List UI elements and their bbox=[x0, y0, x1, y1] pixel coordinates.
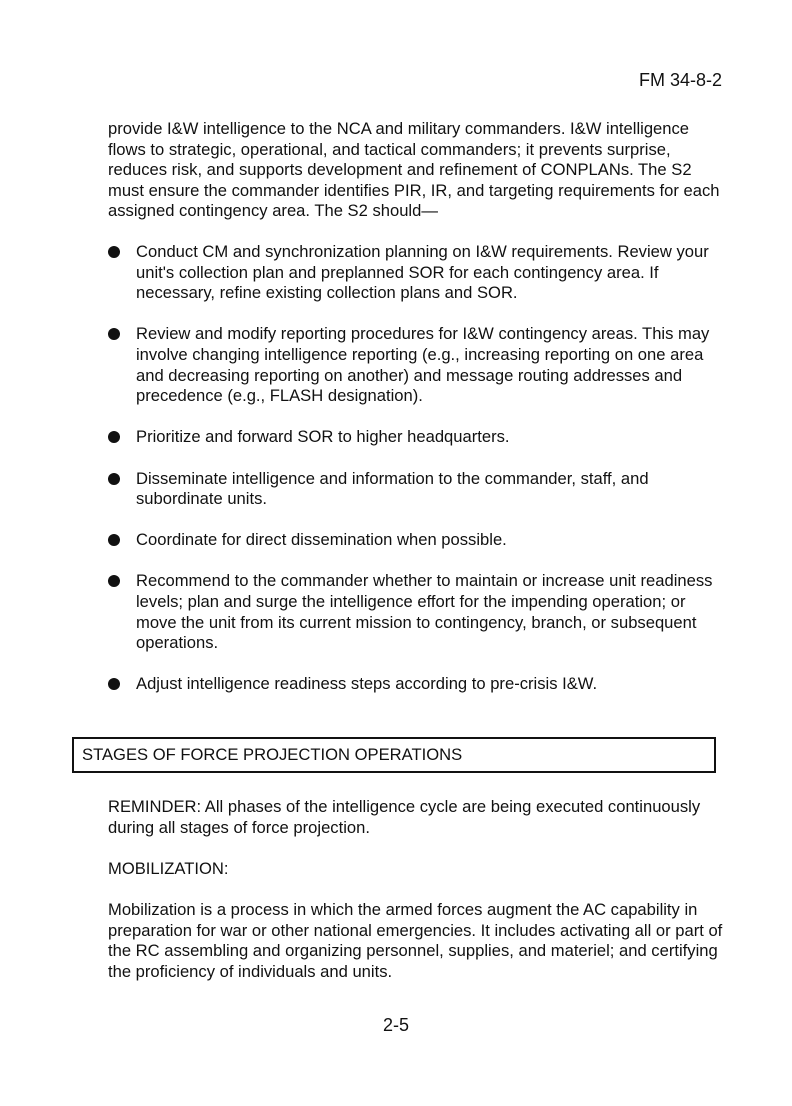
list-item bbox=[108, 427, 728, 448]
page-number: 2-5 bbox=[382, 1015, 409, 1035]
list-item bbox=[108, 242, 728, 304]
list-item-text: Prioritize and forward SOR to higher headquarters. bbox=[136, 427, 510, 447]
bullet-icon bbox=[108, 473, 120, 485]
list-item bbox=[108, 571, 728, 653]
list-item-text: Coordinate for direct dissemination when possible. bbox=[136, 530, 507, 550]
list-item-text: Adjust intelligence readiness steps according to pre-crisis I&W. bbox=[136, 674, 598, 694]
list-item bbox=[108, 324, 728, 406]
bullet-icon bbox=[108, 534, 120, 546]
list-item-text: Disseminate intelligence and information to the commander, staff, and subordinate units. bbox=[136, 468, 649, 509]
document-id: FM 34-8-2 bbox=[638, 70, 722, 90]
list-item bbox=[108, 674, 728, 695]
bullet-icon bbox=[108, 431, 120, 443]
intro-paragraph: provide I&W intelligence to the NCA and military commanders. I&W intelligence flows to strategic, operational, and tactical commanders; it prevents surprise, reduces risk, and supports development and refinement of CONPLANs. The S2 must ensure the commander identifies PIR, IR, and targeting requirements for each assigned contingency area. The S2 should— bbox=[108, 119, 720, 221]
section-title-box: STAGES OF FORCE PROJECTION OPERATIONS bbox=[72, 737, 716, 773]
list-item bbox=[108, 469, 728, 510]
bullet-icon bbox=[108, 678, 120, 690]
bullet-icon bbox=[108, 246, 120, 258]
mobilization-paragraph: Mobilization is a process in which the armed forces augment the AC capability in preparation for war or other national emergencies. It includes activating all or part of the RC assembling and organizing personnel, supplies, and materiel; and certifying the proficiency of individuals and units. bbox=[108, 899, 723, 981]
bullet-list bbox=[108, 242, 728, 695]
bullet-icon bbox=[108, 328, 120, 340]
mobilization-heading: MOBILIZATION: bbox=[108, 858, 229, 878]
list-item-text: Review and modify reporting procedures for I&W contingency areas. This may involve changing intelligence reporting (e.g., increasing reporting on one area and decreasing reporting on another) and message routing addresses and precedence (e.g., FLASH designation). bbox=[136, 324, 710, 406]
list-item-text: Conduct CM and synchronization planning on I&W requirements. Review your unit's collection plan and preplanned SOR for each contingency area. If necessary, refine existing collection plans and SOR. bbox=[136, 241, 709, 303]
list-item bbox=[108, 530, 728, 551]
reminder-paragraph: REMINDER: All phases of the intelligence cycle are being executed continuously during all stages of force projection. bbox=[108, 797, 701, 837]
bullet-icon bbox=[108, 575, 120, 587]
main-content bbox=[108, 119, 728, 716]
section-content bbox=[108, 797, 728, 1003]
list-item-text: Recommend to the commander whether to maintain or increase unit readiness levels; plan and surge the intelligence effort for the impending operation; or move the unit from its current mission to contingency, branch, or subsequent operations. bbox=[136, 571, 713, 653]
